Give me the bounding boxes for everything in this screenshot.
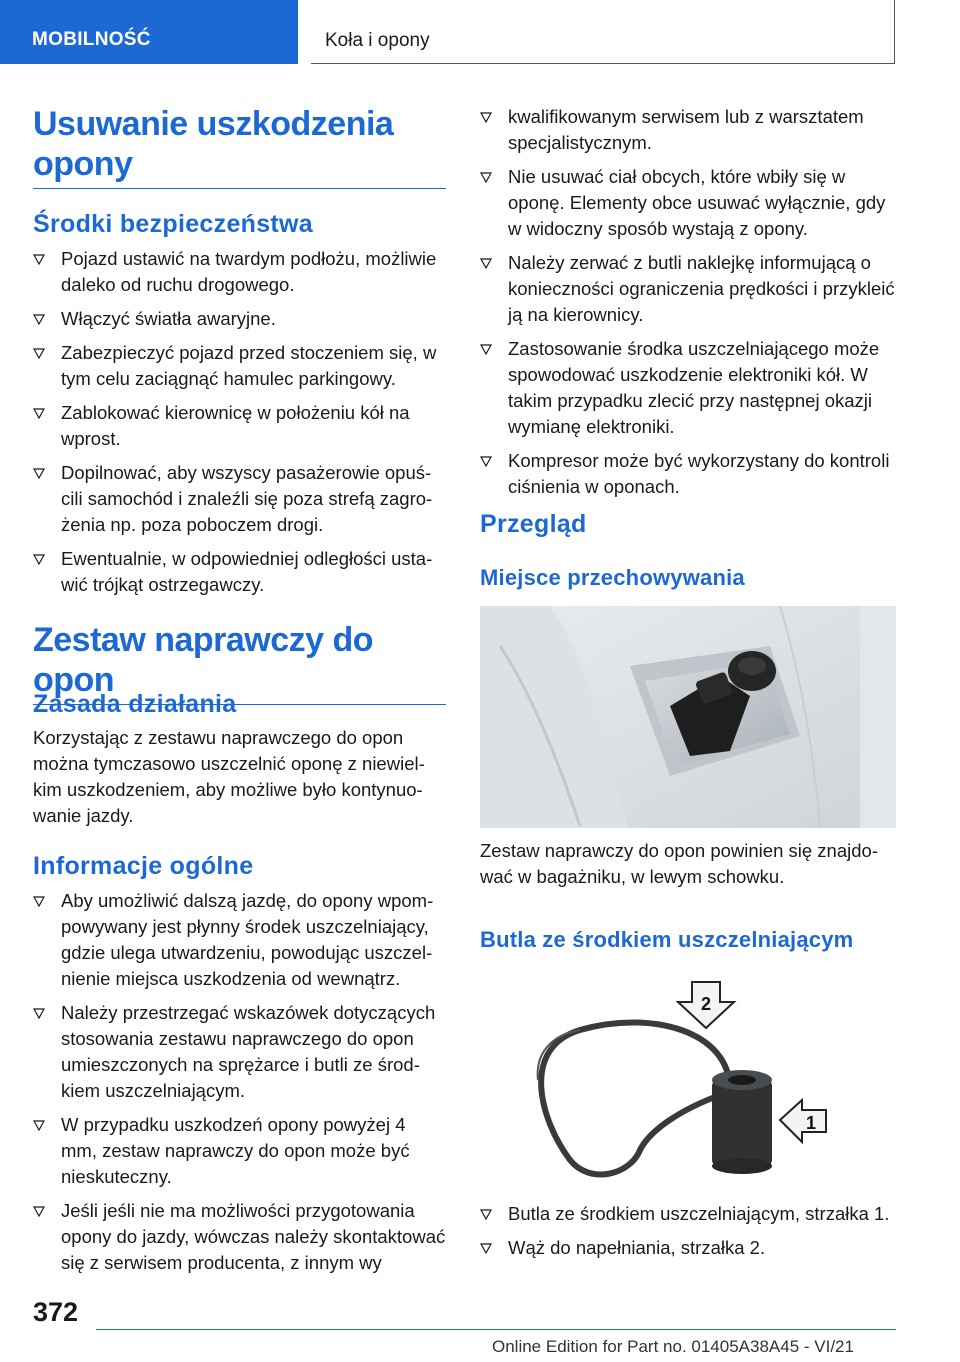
bullet-triangle-icon [480, 112, 492, 123]
list-item [33, 546, 446, 598]
list-item-text: Zablokować kierownicę w położeniu kół na wprost. [61, 402, 410, 449]
bullet-triangle-icon [480, 456, 492, 467]
sealant-bottle-diagram [480, 970, 896, 1192]
list-item [33, 306, 446, 332]
list-item [480, 164, 896, 242]
list-item-text: Należy zerwać z butli naklejkę informującą o konieczności ograniczenia prędkości i przykleić ją na kierownicy. [508, 252, 895, 325]
general-list [33, 888, 446, 1284]
bullet-triangle-icon [33, 1206, 45, 1217]
list-item-text: Butla ze środkiem uszczelniającym, strzałka 1. [508, 1203, 890, 1224]
list-item [33, 1112, 446, 1190]
list-item-text: Wąż do napełniania, strzałka 2. [508, 1237, 766, 1258]
list-item [33, 246, 446, 298]
bullet-triangle-icon [33, 1120, 45, 1131]
footer-rule [96, 1329, 896, 1330]
continuation-list [480, 104, 896, 508]
list-item [33, 888, 446, 992]
chapter-title: Koła i opony [311, 0, 895, 64]
list-item-text: Dopilnować, aby wszyscy pasażerowie opuścili samochód i znaleźli się poza strefą zagrożenia np. poza poboczem drogi. [61, 462, 433, 535]
list-item-text: Zabezpieczyć pojazd przed stoczeniem się, w tym celu zaciągnąć hamulec parkingowy. [61, 342, 437, 389]
bullet-triangle-icon [33, 254, 45, 265]
list-item-text: Nie usuwać ciał obcych, które wbiły się w oponę. Elementy obce usuwać wyłącznie, gdy w widoczny sposób wystają z opony. [508, 166, 886, 239]
section-title-tire-repair: Usuwanie uszkodzenia opony [33, 104, 446, 189]
list-item-text: Włączyć światła awaryjne. [61, 308, 276, 329]
safety-list [33, 246, 446, 606]
list-item-text: Aby umożliwić dalszą jazdę, do opony wpompowywany jest płynny środek uszczelniający, gdzie ulega utwardzeniu, powodując uszczelnienie miejsca uszkodzenia od wewnątrz. [61, 890, 434, 989]
heading-overview: Przegląd [480, 510, 587, 538]
bullet-triangle-icon [33, 408, 45, 419]
heading-operating-principle: Zasada działania [33, 690, 237, 718]
bullet-triangle-icon [33, 314, 45, 325]
section-tab: MOBILNOŚĆ [0, 0, 298, 64]
heading-sealant-bottle: Butla ze środkiem uszczelniającym [480, 927, 854, 952]
list-item-text: Jeśli jeśli nie ma możliwości przygotowania opony do jazdy, wówczas należy skontaktować się z serwisem producenta, z innym wy [61, 1200, 446, 1273]
bullet-triangle-icon [480, 344, 492, 355]
list-item-text: kwalifikowanym serwisem lub z warsztatem specjalistycznym. [508, 106, 864, 153]
bullet-triangle-icon [33, 1008, 45, 1019]
bullet-triangle-icon [33, 468, 45, 479]
bullet-triangle-icon [480, 1209, 492, 1220]
list-item-text: Zastosowanie środka uszczelniającego może spowodować uszkodzenie elektroniki kół. W takim przypadku zlecić przy następnej okazji wymianę elektroniki. [508, 338, 880, 437]
list-item-text: Kompresor może być wykorzystany do kontroli ciśnienia w oponach. [508, 450, 890, 497]
list-item [33, 1000, 446, 1104]
list-item [33, 1198, 446, 1276]
list-item [480, 1235, 896, 1261]
list-item-text: Pojazd ustawić na twardym podłożu, możliwie daleko od ruchu drogowego. [61, 248, 437, 295]
list-item [480, 250, 896, 328]
list-item [33, 340, 446, 392]
list-item [480, 336, 896, 440]
storage-text: Zestaw naprawczy do opon powinien się znajdować w bagażniku, w lewym schowku. [480, 840, 878, 887]
list-item [480, 1201, 896, 1227]
principle-text: Korzystając z zestawu naprawczego do opon można tymczasowo uszczelnić oponę z niewielkim uszkodzeniem, aby możliwe było kontynuowanie jazdy. [33, 727, 425, 826]
heading-general-information: Informacje ogólne [33, 852, 254, 880]
bullet-triangle-icon [480, 172, 492, 183]
heading-safety-measures: Środki bezpieczeństwa [33, 210, 313, 238]
list-item [480, 104, 896, 156]
edition-info: Online Edition for Part no. 01405A38A45 - VI/21 [492, 1337, 854, 1356]
list-item-text: Ewentualnie, w odpowiedniej odległości ustawić trójkąt ostrzegawczy. [61, 548, 433, 595]
list-item [33, 400, 446, 452]
bullet-triangle-icon [480, 1243, 492, 1254]
list-item [480, 448, 896, 500]
section-title-repair-kit: Zestaw naprawczy do opon [33, 620, 446, 705]
list-item [33, 460, 446, 538]
bullet-triangle-icon [480, 258, 492, 269]
diagram-label-1: 1 [805, 1113, 817, 1133]
list-item-text: Należy przestrzegać wskazówek dotyczących stosowania zestawu naprawczego do opon umieszczonych na sprężarce i butli ze środkiem uszczelniającym. [61, 1002, 436, 1101]
bottle-list [480, 1201, 896, 1269]
diagram-label-2: 2 [700, 994, 712, 1014]
bullet-triangle-icon [33, 348, 45, 359]
bullet-triangle-icon [33, 896, 45, 907]
page-number: 372 [33, 1297, 79, 1327]
heading-storage-location: Miejsce przechowywania [480, 565, 745, 590]
bullet-triangle-icon [33, 554, 45, 565]
storage-compartment-photo [480, 606, 896, 828]
list-item-text: W przypadku uszkodzeń opony powyżej 4 mm, zestaw naprawczy do opon może być nieskuteczny. [61, 1114, 410, 1187]
